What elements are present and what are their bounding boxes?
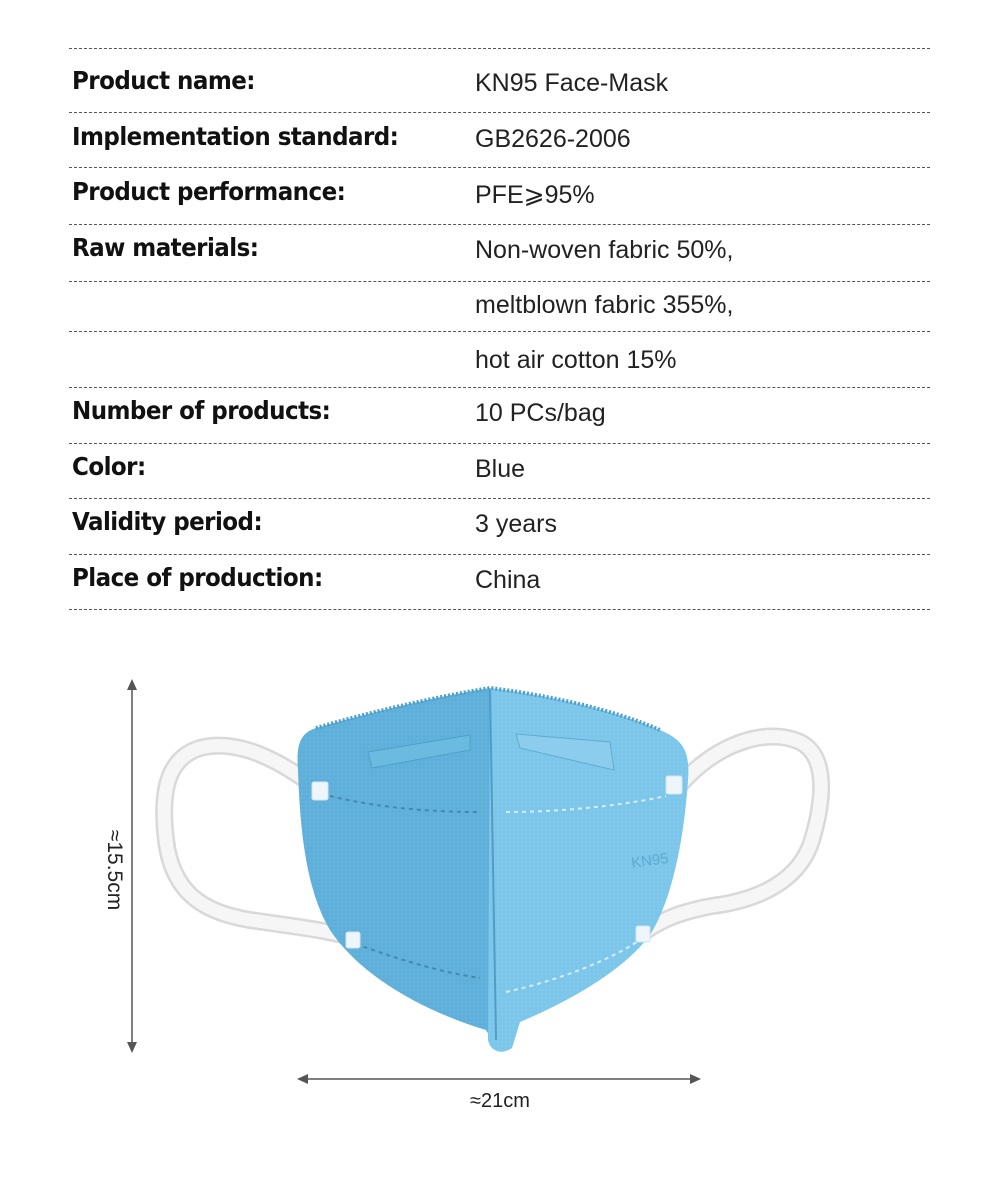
divider: [69, 498, 930, 499]
divider: [69, 331, 930, 332]
width-arrow: [297, 1074, 701, 1084]
strap-anchor: [312, 782, 328, 800]
spec-value: GB2626-2006: [475, 125, 631, 153]
spec-label: Color:: [72, 452, 146, 481]
divider: [69, 281, 930, 282]
strap-anchor: [636, 926, 650, 942]
width-dimension-label: ≈21cm: [470, 1090, 530, 1112]
spec-label: Validity period:: [72, 507, 263, 536]
mask-print: KN95: [630, 849, 670, 872]
spec-label: Number of products:: [72, 396, 331, 425]
height-arrow: [127, 679, 137, 1053]
spec-label: Implementation standard:: [72, 122, 399, 151]
spec-label: Raw materials:: [72, 233, 259, 262]
divider: [69, 48, 930, 49]
spec-value: PFE⩾95%: [475, 181, 595, 209]
spec-value: hot air cotton 15%: [475, 346, 677, 374]
height-dimension-text: ≈15.5cm: [103, 829, 126, 911]
divider: [69, 224, 930, 225]
spec-value: Non-woven fabric 50%,: [475, 236, 734, 264]
divider: [69, 167, 930, 168]
spec-label: Place of production:: [72, 563, 323, 592]
spec-value: 10 PCs/bag: [475, 399, 606, 427]
spec-label: Product performance:: [72, 177, 346, 206]
strap-anchor: [346, 932, 360, 948]
divider: [69, 443, 930, 444]
spec-value: Blue: [475, 455, 526, 483]
divider: [69, 609, 930, 610]
strap-anchor: [666, 776, 682, 794]
height-dimension-label: [102, 820, 126, 920]
divider: [69, 112, 930, 113]
divider: [69, 554, 930, 555]
spec-value: China: [475, 566, 541, 594]
spec-value: KN95 Face-Mask: [475, 69, 669, 97]
spec-value: meltblown fabric 355%,: [475, 291, 734, 319]
spec-label: Product name:: [72, 66, 255, 95]
spec-value: 3 years: [475, 510, 557, 538]
divider: [69, 387, 930, 388]
